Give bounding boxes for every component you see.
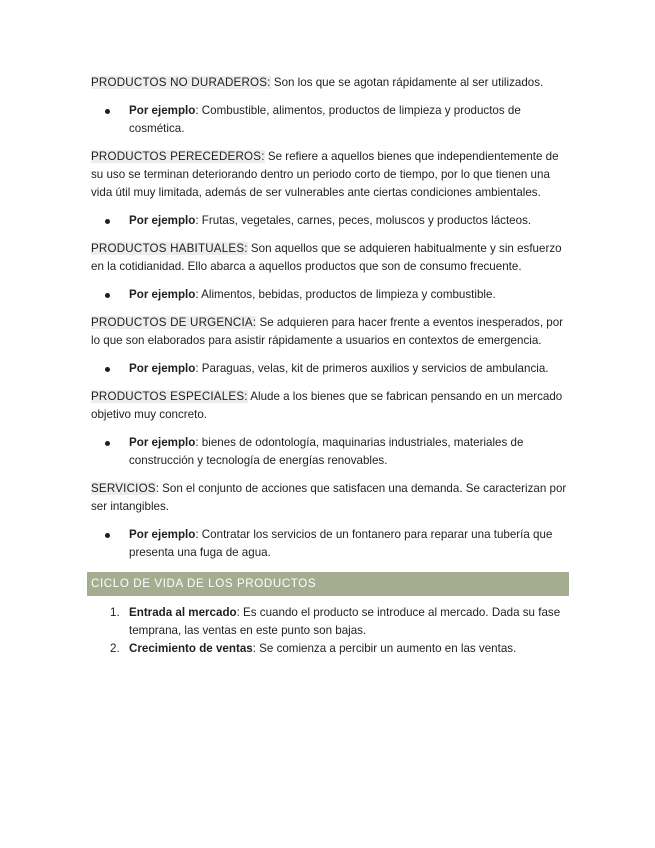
section-text: Alude a los bienes que se fabrican pensando en un mercado objetivo muy concreto.: [91, 390, 563, 421]
section-text: Son los que se agotan rápidamente al ser utilizados.: [270, 76, 544, 89]
example-text: : Frutas, vegetales, carnes, peces, moluscos y productos lácteos.: [195, 214, 532, 227]
example-label: Por ejemplo: [129, 528, 196, 541]
example-item: [129, 360, 569, 378]
section-text: Se adquieren para hacer frente a eventos inesperados, por lo que son elaborados para asistir rápidamente a usuarios en contextos de emergencia.: [91, 316, 564, 347]
example-item: [129, 212, 569, 230]
example-label: Por ejemplo: [129, 104, 196, 117]
step-label: Entrada al mercado: [129, 606, 237, 619]
step-text: : Se comienza a percibir un aumento en las ventas.: [252, 642, 517, 655]
section-especiales: [91, 388, 569, 424]
section-no-duraderos: [91, 74, 569, 92]
lifecycle-item: [110, 640, 569, 658]
section-term: PRODUCTOS DE URGENCIA:: [91, 316, 257, 329]
section-term: PRODUCTOS PERECEDEROS:: [91, 150, 265, 163]
example-text: : bienes de odontología, maquinarias industriales, materiales de construcción y tecnología de energías renovables.: [129, 436, 524, 467]
section-habituales: [91, 240, 569, 276]
item-number: 1.: [110, 606, 120, 619]
lifecycle-list: [91, 604, 569, 658]
section-text: Son aquellos que se adquieren habitualmente y sin esfuerzo en la cotidianidad. Ello abarca a aquellos productos que son de consumo frecuente.: [91, 242, 562, 273]
example-item: [129, 434, 569, 470]
example-list: [91, 434, 569, 470]
example-label: Por ejemplo: [129, 214, 196, 227]
example-text: : Combustible, alimentos, productos de limpieza y productos de cosmética.: [129, 104, 521, 135]
section-term: PRODUCTOS ESPECIALES:: [91, 390, 248, 403]
example-item: [129, 526, 569, 562]
section-perecederos: [91, 148, 569, 202]
example-text: : Alimentos, bebidas, productos de limpieza y combustible.: [195, 288, 496, 301]
item-number: 2.: [110, 642, 120, 655]
example-label: Por ejemplo: [129, 362, 196, 375]
example-item: [129, 286, 569, 304]
example-label: Por ejemplo: [129, 288, 196, 301]
section-servicios: [91, 480, 569, 516]
example-list: [91, 526, 569, 562]
example-text: : Contratar los servicios de un fontanero para reparar una tubería que presenta una fuga de agua.: [129, 528, 553, 559]
section-term: PRODUCTOS NO DURADEROS:: [91, 76, 271, 89]
section-text: Se refiere a aquellos bienes que independientemente de su uso se terminan deteriorando dentro un periodo corto de tiempo, por lo que tienen una vida útil muy limitada, además de ser vulnerables ante ciertas condiciones ambientales.: [91, 150, 559, 199]
example-label: Por ejemplo: [129, 436, 196, 449]
example-list: [91, 286, 569, 304]
step-label: Crecimiento de ventas: [129, 642, 253, 655]
section-text: : Son el conjunto de acciones que satisfacen una demanda. Se caracterizan por ser intangibles.: [91, 482, 567, 513]
lifecycle-item: [110, 604, 569, 640]
section-urgencia: [91, 314, 569, 350]
section-term: PRODUCTOS HABITUALES:: [91, 242, 248, 255]
step-text: : Es cuando el producto se introduce al mercado. Dada su fase temprana, las ventas en este punto son bajas.: [129, 606, 561, 637]
example-text: : Paraguas, velas, kit de primeros auxilios y servicios de ambulancia.: [195, 362, 549, 375]
example-item: [129, 102, 569, 138]
example-list: [91, 102, 569, 138]
example-list: [91, 360, 569, 378]
document-body: [91, 74, 569, 658]
section-term: SERVICIOS: [91, 482, 156, 495]
section-heading: CICLO DE VIDA DE LOS PRODUCTOS: [87, 572, 569, 596]
example-list: [91, 212, 569, 230]
